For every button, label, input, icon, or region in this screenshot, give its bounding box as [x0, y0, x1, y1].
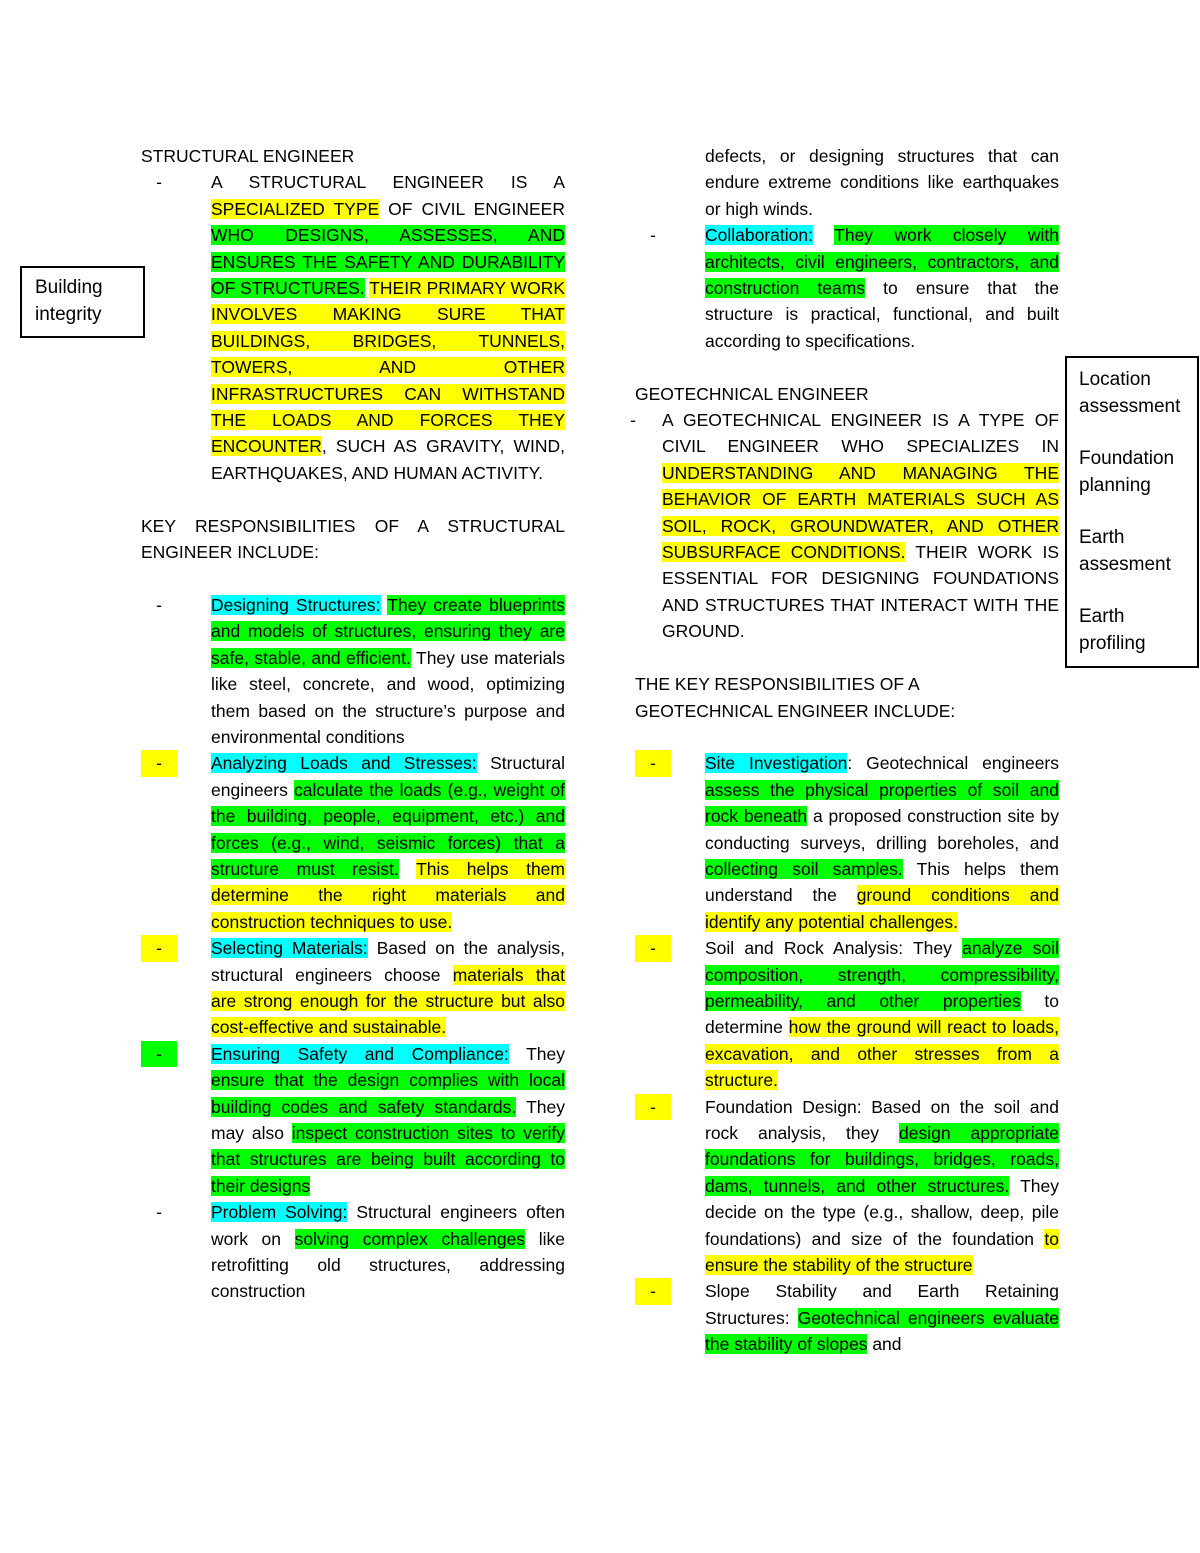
right-column: [630, 143, 1060, 1358]
body-text: [813, 225, 834, 245]
body-text: and: [867, 1334, 902, 1355]
intro-text: OF CIVIL ENGINEER: [379, 198, 565, 219]
list-item: [141, 1041, 565, 1199]
body-text: to ensure that the structure is practical, functional, and built according to specifications.: [705, 278, 1059, 351]
highlight-green: calculate the loads (e.g., weight of the building, people, equipment, etc.) and forces (e.g., wind, seismic forces) that a structure must resist.: [211, 779, 565, 879]
list-item-collaboration: [635, 222, 1059, 354]
body-text: A GEOTECHNICAL ENGINEER IS A TYPE OF CIVIL ENGINEER WHO SPECIALIZES IN: [662, 410, 1059, 457]
list-item: [141, 592, 565, 750]
list-item: [141, 1199, 565, 1305]
continued-text: defects, or designing structures that can endure extreme conditions like earthquakes or high winds.: [705, 146, 1059, 219]
highlight-green: assess the physical properties of soil and rock beneath: [705, 779, 1059, 827]
geotechnical-responsibilities-list: [635, 750, 1059, 1357]
note-line: Foundation: [1079, 448, 1175, 469]
highlight-yellow: how the ground will react to loads, excavation, and other stresses from a structure.: [705, 1017, 1059, 1091]
body-text: They may also: [211, 1096, 566, 1143]
note-line: Location: [1079, 369, 1151, 390]
highlight-green: collecting soil samples.: [705, 858, 903, 879]
list-item: [141, 935, 565, 1041]
note-line: assesment: [1079, 554, 1171, 575]
highlight-green: They work closely with architects, civil engineers, contractors, and construction teams: [705, 225, 1059, 299]
note-line: profiling: [1079, 633, 1146, 654]
body-text: like retrofitting old structures, addressing construction: [211, 1228, 565, 1302]
body-text: Soil and Rock Analysis: They: [705, 938, 963, 959]
highlight-yellow: SPECIALIZED TYPE: [211, 198, 380, 219]
section-heading-structural: STRUCTURAL ENGINEER: [141, 146, 355, 166]
dash-bullet: -: [156, 172, 162, 193]
highlight-cyan: Collaboration:: [705, 225, 813, 246]
highlight-green: analyze soil composition, strength, compressibility, permeability, and other properties: [705, 938, 1059, 1011]
body-text: They: [508, 1043, 565, 1064]
dash-bullet: -: [635, 935, 671, 961]
note-box-geotechnical: [1065, 356, 1199, 668]
list-item: [141, 750, 565, 935]
note-line: Building: [35, 277, 103, 298]
intro-text: , SUCH AS GRAVITY, WIND, EARTHQUAKES, AND HUMAN ACTIVITY.: [211, 436, 565, 483]
note-line: Earth: [1079, 527, 1125, 548]
body-text: [399, 859, 416, 879]
body-text: to determine: [705, 990, 1059, 1038]
note-line: planning: [1079, 475, 1151, 496]
dash-bullet: -: [635, 1278, 671, 1304]
list-item: [635, 935, 1059, 1093]
dash-bullet: -: [635, 1094, 671, 1120]
body-text: : Geotechnical engineers: [847, 753, 1060, 774]
highlight-green: design appropriate foundations for buildings, bridges, roads, dams, tunnels, and other structures.: [705, 1122, 1060, 1196]
highlight-cyan: Designing Structures:: [211, 594, 381, 615]
highlight-cyan: Site Investigation: [705, 753, 848, 774]
highlight-cyan: Ensuring Safety and Compliance:: [211, 1043, 509, 1064]
highlight-yellow: THEIR PRIMARY WORK INVOLVES MAKING SURE THAT BUILDINGS, BRIDGES, TUNNELS, TOWERS, AND OTHER INFRASTRUCTURES CAN WITHSTAND THE LOADS AND FORCES THEY ENCOUNTER: [211, 278, 565, 457]
highlight-green: ensure that the design complies with local building codes and safety standards.: [211, 1070, 565, 1117]
highlight-yellow: materials that are strong enough for the structure but also cost-effective and sustainable.: [211, 964, 566, 1038]
dash-bullet: -: [635, 750, 671, 776]
body-text: Foundation Design: Based on the soil and rock analysis, they: [705, 1096, 1059, 1143]
note-line: integrity: [35, 304, 102, 325]
geotechnical-intro: [630, 407, 1059, 645]
highlight-cyan: Problem Solving:: [211, 1202, 348, 1223]
geo-key-responsibilities-heading: THE KEY RESPONSIBILITIES OF A GEOTECHNICAL ENGINEER INCLUDE:: [635, 674, 956, 721]
left-column: [141, 143, 565, 1305]
list-item: [635, 1094, 1059, 1279]
highlight-green: WHO DESIGNS, ASSESSES, AND ENSURES THE SAFETY AND DURABILITY OF STRUCTURES.: [211, 225, 565, 299]
intro-text: A STRUCTURAL ENGINEER IS A: [211, 172, 565, 193]
dash-bullet: -: [630, 410, 636, 431]
body-text: THEIR WORK IS ESSENTIAL FOR DESIGNING FOUNDATIONS AND STRUCTURES THAT INTERACT WITH THE GROUND.: [662, 542, 1059, 642]
section-heading-geotechnical: GEOTECHNICAL ENGINEER: [635, 383, 869, 404]
dash-bullet: -: [141, 750, 177, 776]
body-text: They decide on the type (e.g., shallow, deep, pile foundations) and size of the foundation: [705, 1175, 1060, 1249]
note-box-building-integrity: [20, 266, 145, 338]
dash-bullet: -: [156, 594, 162, 615]
highlight-yellow: This helps them determine the right materials and construction techniques to use.: [211, 858, 565, 932]
key-responsibilities-heading: KEY RESPONSIBILITIES OF A STRUCTURAL ENGINEER INCLUDE:: [141, 515, 565, 563]
highlight-yellow: UNDERSTANDING AND MANAGING THE BEHAVIOR OF EARTH MATERIALS SUCH AS SOIL, ROCK, GROUNDWATER, AND OTHER SUBSURFACE CONDITIONS.: [662, 462, 1059, 563]
structural-intro: [141, 169, 565, 486]
list-item: [635, 750, 1059, 935]
note-line: assessment: [1079, 396, 1181, 417]
dash-bullet: -: [141, 1041, 177, 1067]
dash-bullet: -: [650, 225, 656, 246]
highlight-green: They create blueprints and models of structures, ensuring they are safe, stable, and efficient.: [211, 594, 565, 668]
body-text: Structural engineers often work on: [211, 1202, 565, 1249]
body-text: Based on the analysis, structural engineers choose: [211, 938, 565, 985]
highlight-green: Geotechnical engineers evaluate the stability of slopes: [705, 1307, 1059, 1355]
highlight-yellow: to ensure the stability of the structure: [705, 1228, 1059, 1276]
highlight-green: inspect construction sites to verify that structures are being built according to their designs: [211, 1123, 566, 1196]
structural-responsibilities-list: [141, 592, 565, 1305]
dash-bullet: -: [156, 1202, 162, 1223]
body-text: Slope Stability and Earth Retaining Structures:: [705, 1281, 1059, 1328]
highlight-green: solving complex challenges: [294, 1228, 526, 1249]
body-text: They use materials like steel, concrete, and wood, optimizing them based on the structure’s purpose and environmental conditions: [211, 647, 565, 747]
list-item: [635, 1278, 1059, 1357]
body-text: Structural engineers: [211, 753, 565, 800]
body-text: a proposed construction site by conducting surveys, drilling boreholes, and: [705, 806, 1059, 853]
highlight-cyan: Analyzing Loads and Stresses:: [211, 753, 477, 774]
note-line: Earth: [1079, 606, 1125, 627]
highlight-yellow: ground conditions and identify any potential challenges.: [705, 885, 1059, 932]
highlight-cyan: Selecting Materials:: [211, 938, 368, 959]
body-text: This helps them understand the: [705, 858, 1059, 906]
dash-bullet: -: [141, 935, 177, 961]
